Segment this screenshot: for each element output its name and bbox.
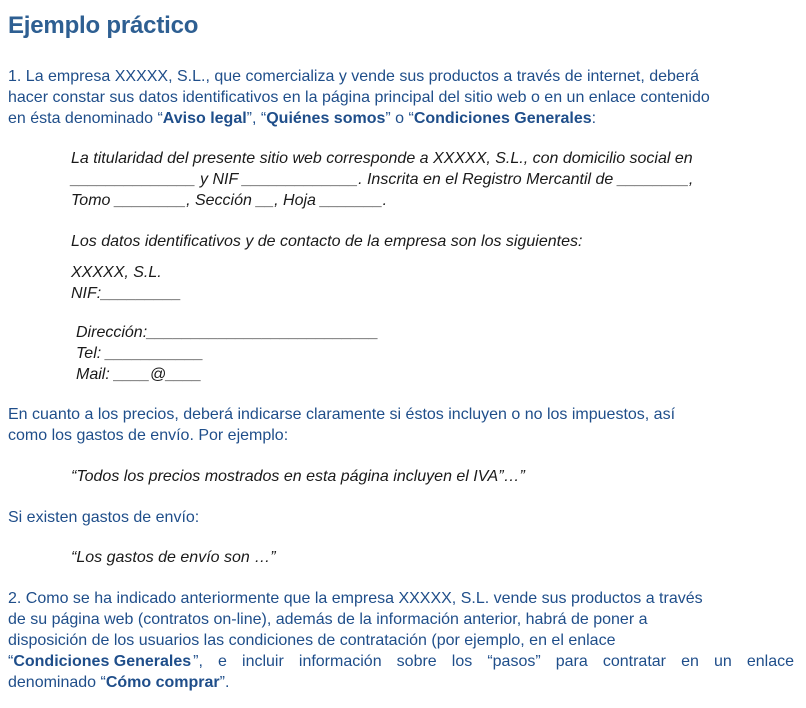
paragraph-3: Si existen gastos de envío:	[8, 509, 200, 526]
template-line-1: La titularidad del presente sitio web corresponde a XXXXX, S.L., con domicilio social en	[71, 150, 693, 167]
template-nif: NIF:_________	[71, 285, 182, 302]
paragraph-4-line-2: de su página web (contratos on-line), además de la información anterior, habrá de poner a	[8, 611, 648, 628]
paragraph-1-line-1: 1. La empresa XXXXX, S.L., que comercializa y vende sus productos a través de internet, deberá	[8, 68, 700, 85]
paragraph-4-line-1: 2. Como se ha indicado anteriormente que la empresa XXXXX, S.L. vende sus productos a través	[8, 590, 703, 607]
text-segment: :	[591, 110, 597, 127]
como-comprar-term: Cómo comprar	[105, 674, 220, 691]
paragraph-1-line-2: hacer constar sus datos identificativos en la página principal del sitio web o en un enlace contenido	[8, 89, 710, 106]
aviso-legal-term: Aviso legal	[162, 110, 247, 127]
paragraph-2-line-1: En cuanto a los precios, deberá indicarse claramente si éstos incluyen o no los impuestos, así	[8, 406, 676, 423]
template-mail: Mail: ____@____	[76, 366, 202, 383]
text-segment: ”, “	[246, 110, 267, 127]
text-segment: denominado “	[8, 674, 106, 691]
text-group	[8, 651, 191, 672]
paragraph-4-line-5	[8, 672, 229, 693]
condiciones-generales-term: Condiciones Generales	[13, 653, 192, 670]
paragraph-4-line-4	[8, 651, 794, 672]
template-tel: Tel: ___________	[76, 345, 204, 362]
text-segment: ” o “	[385, 110, 414, 127]
text-segment: en ésta denominado “	[8, 110, 163, 127]
quote-shipping: “Los gastos de envío son …”	[71, 549, 276, 566]
template-line-2: ______________ y NIF _____________. Inscrita en el Registro Mercantil de ________,	[71, 171, 694, 188]
template-direccion: Dirección:__________________________	[76, 324, 379, 341]
text-segment: “	[8, 653, 14, 670]
text-segment: ”, e incluir información sobre los “pasos” para contratar en un enlace	[193, 653, 794, 670]
paragraph-1-line-3	[8, 108, 596, 129]
quienes-somos-term: Quiénes somos	[266, 110, 386, 127]
text-segment: ”.	[219, 674, 230, 691]
condiciones-generales-term: Condiciones Generales	[413, 110, 592, 127]
template-intro: Los datos identificativos y de contacto de la empresa son los siguientes:	[71, 233, 583, 250]
paragraph-2-line-2: como los gastos de envío. Por ejemplo:	[8, 427, 289, 444]
page-title: Ejemplo práctico	[8, 12, 199, 39]
template-line-3: Tomo ________, Sección __, Hoja _______.	[71, 192, 388, 209]
template-company: XXXXX, S.L.	[71, 264, 162, 281]
paragraph-4-line-3: disposición de los usuarios las condiciones de contratación (por ejemplo, en el enlace	[8, 632, 616, 649]
quote-prices: “Todos los precios mostrados en esta página incluyen el IVA”…”	[71, 468, 525, 485]
